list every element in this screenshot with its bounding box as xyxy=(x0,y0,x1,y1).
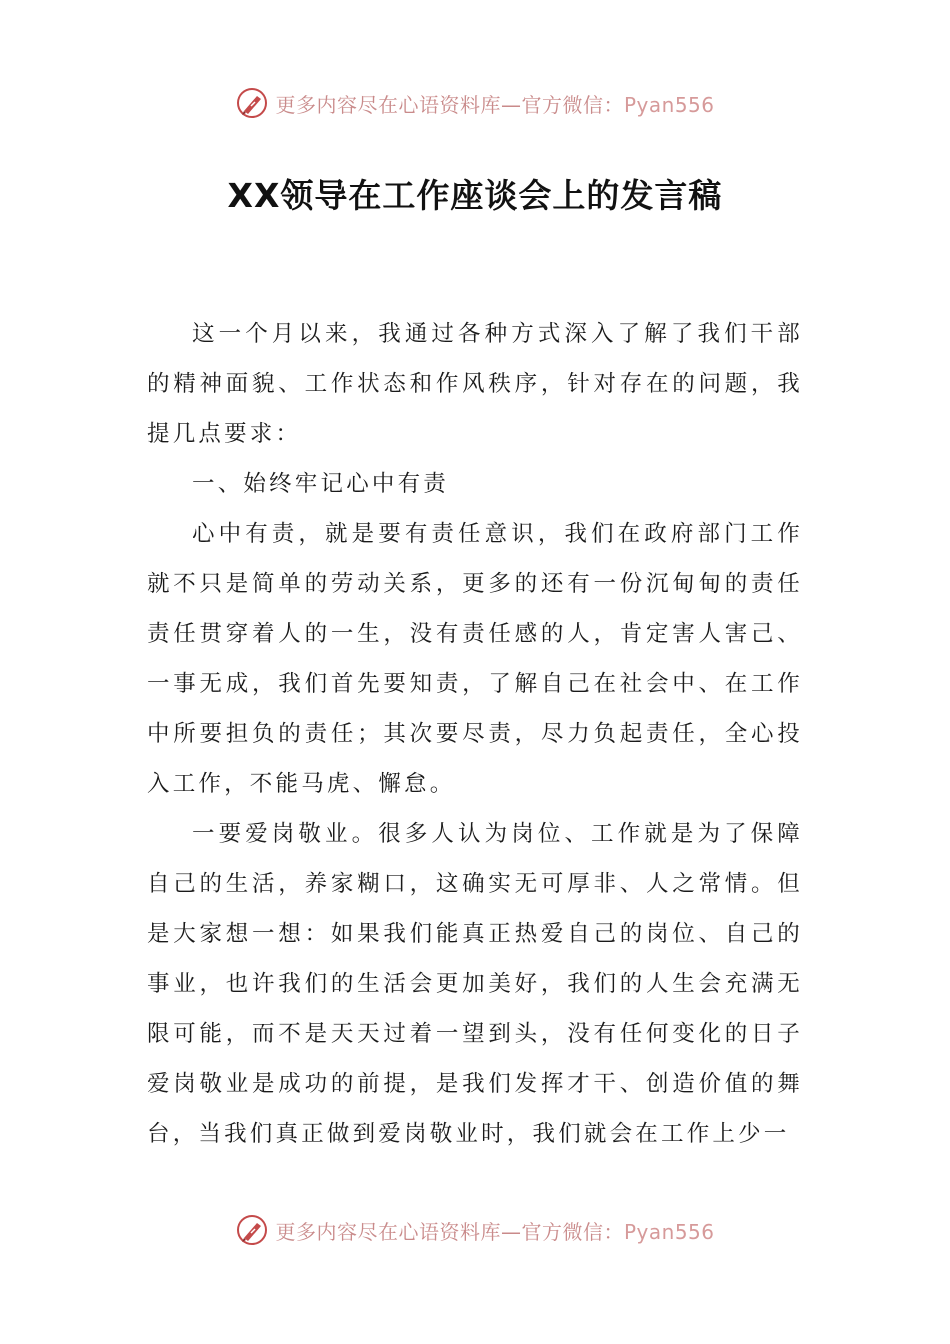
pen-nib-logo-icon xyxy=(235,1213,269,1247)
watermark-brand-text: 更多内容尽在心语资料库—官方微信： xyxy=(275,1219,624,1244)
section-heading: 一、始终牢记心中有责 xyxy=(192,471,450,497)
document-body xyxy=(147,309,803,1159)
pen-nib-logo-icon xyxy=(235,86,269,120)
paragraph-intro: 这一个月以来，我通过各种方式深入了解了我们干部的精神面貌、工作状态和作风秩序，针对存在的问题，我提几点要求： xyxy=(147,321,803,447)
paragraph-love-job: 一要爱岗敬业。很多人认为岗位、工作就是为了保障自己的生活，养家糊口，这确实无可厚非、人之常情。但是大家想一想：如果我们能真正热爱自己的岗位、自己的事业，也许我们的生活会更加美好，我们的人生会充满无限可能，而不是天天过着一望到头，没有任何变化的日子爱岗敬业是成功的前提，是我们发挥才干、创造价值的舞台，当我们真正做到爱岗敬业时，我们就会在工作上少一 xyxy=(147,821,803,1147)
watermark-wechat-handle: Pyan556 xyxy=(623,1219,715,1244)
footer-watermark-banner xyxy=(0,1210,950,1250)
header-watermark-banner xyxy=(0,83,950,123)
watermark-text xyxy=(275,1216,714,1245)
paragraph-responsibility: 心中有责，就是要有责任意识，我们在政府部门工作就不只是简单的劳动关系，更多的还有一份沉甸甸的责任责任贯穿着人的一生，没有责任感的人，肯定害人害己、一事无成，我们首先要知责，了解自己在社会中、在工作中所要担负的责任；其次要尽责，尽力负起责任，全心投入工作，不能马虎、懈怠。 xyxy=(147,521,803,797)
document-title: XX领导在工作座谈会上的发言稿 xyxy=(227,176,723,215)
watermark-wechat-handle: Pyan556 xyxy=(623,92,715,117)
watermark-text xyxy=(275,89,714,118)
watermark-brand-text: 更多内容尽在心语资料库—官方微信： xyxy=(275,92,624,117)
